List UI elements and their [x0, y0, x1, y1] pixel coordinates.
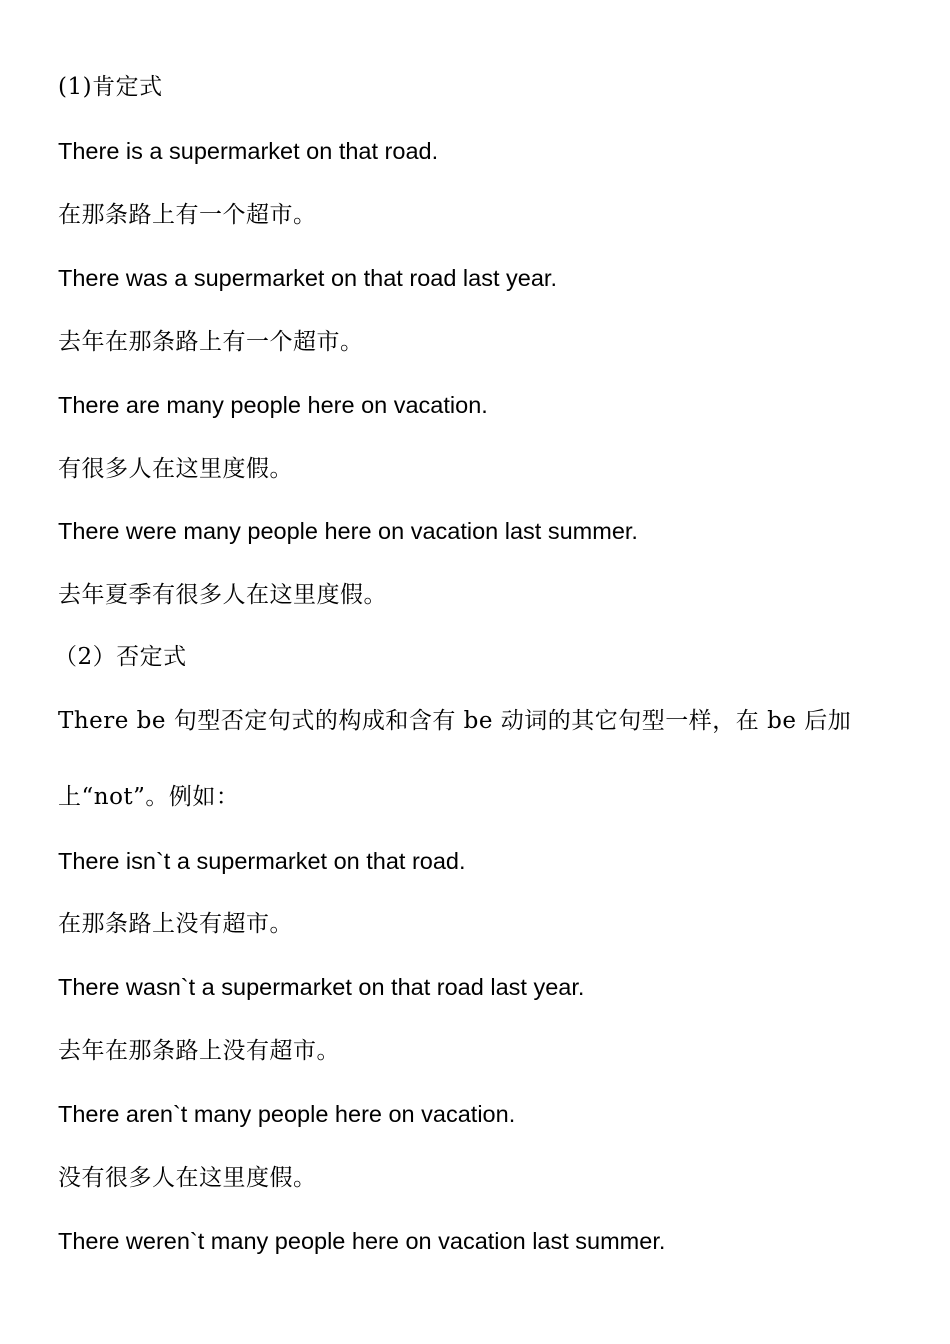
explanation-paragraph-line2: 上“not”。例如： [58, 784, 240, 810]
example-sentence-en: There isn`t a supermarket on that road. [58, 848, 466, 874]
example-sentence-en: There is a supermarket on that road. [58, 138, 439, 164]
heading-affirmative: (1)肯定式 [58, 74, 163, 100]
example-sentence-en: There wasn`t a supermarket on that road last year. [58, 974, 585, 1000]
example-sentence-en: There was a supermarket on that road last year. [58, 265, 557, 291]
example-sentence-en: There were many people here on vacation last summer. [58, 518, 638, 544]
example-translation-zh: 去年在那条路上有一个超市。 [58, 329, 364, 355]
example-sentence-en: There weren`t many people here on vacation last summer. [58, 1228, 666, 1254]
explanation-paragraph-line1: There be 句型否定句式的构成和含有 be 动词的其它句型一样，在 be 后加 [58, 708, 852, 734]
example-translation-zh: 有很多人在这里度假。 [58, 456, 293, 482]
example-translation-zh: 没有很多人在这里度假。 [58, 1165, 317, 1191]
example-translation-zh: 在那条路上有一个超市。 [58, 202, 317, 228]
example-sentence-en: There aren`t many people here on vacation. [58, 1101, 516, 1127]
example-translation-zh: 去年夏季有很多人在这里度假。 [58, 582, 387, 608]
example-translation-zh: 在那条路上没有超市。 [58, 911, 293, 937]
example-translation-zh: 去年在那条路上没有超市。 [58, 1038, 340, 1064]
heading-negative: （2）否定式 [54, 644, 187, 670]
example-sentence-en: There are many people here on vacation. [58, 392, 488, 418]
